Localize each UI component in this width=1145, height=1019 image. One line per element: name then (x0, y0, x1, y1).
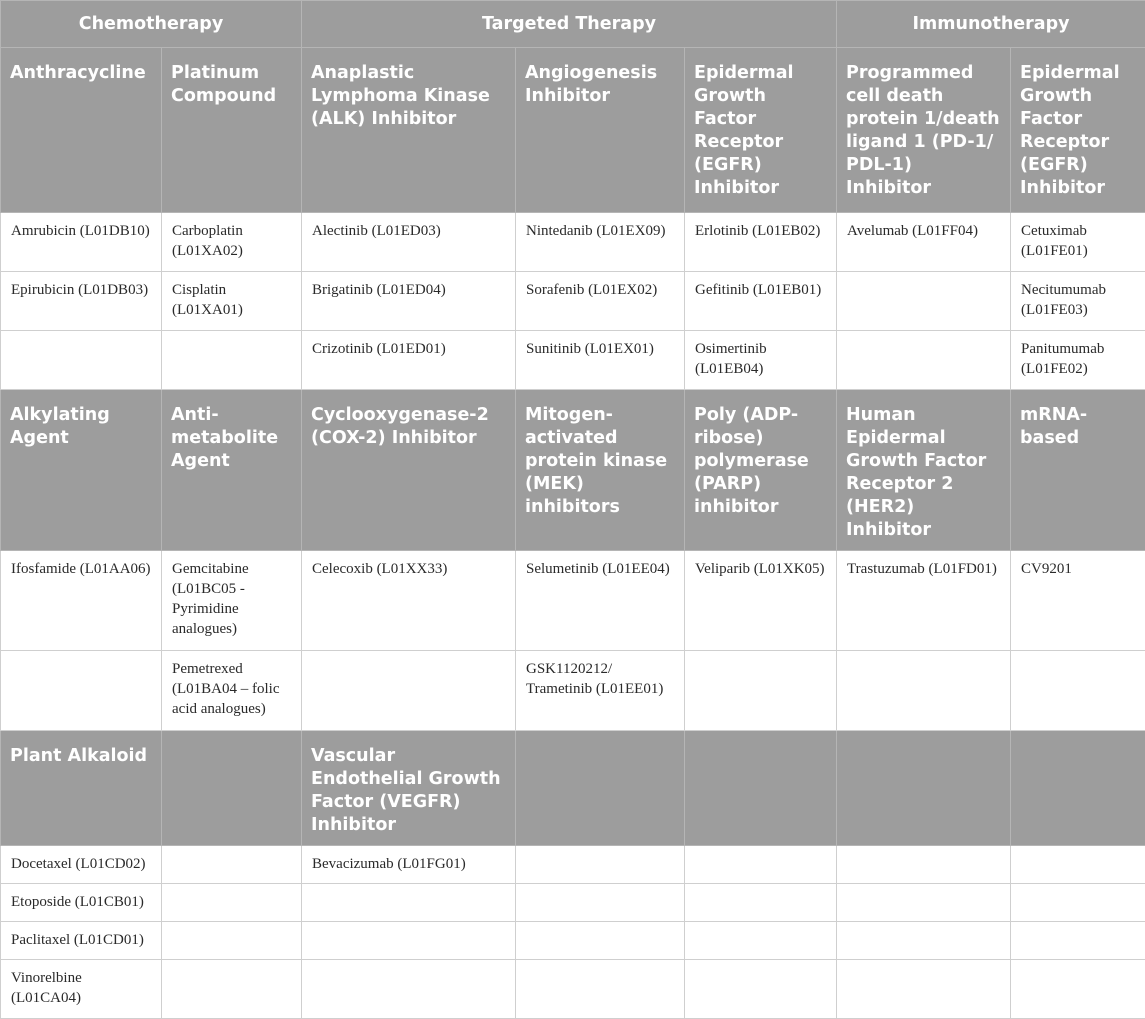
class-header: Anti-metabolite Agent (162, 390, 302, 551)
drug-cell (302, 651, 516, 731)
class-header: Human Epidermal Growth Factor Receptor 2 (HER2) Inhibitor (837, 390, 1011, 551)
drug-cell (516, 846, 685, 884)
drug-cell (162, 331, 302, 390)
drug-cell (1, 651, 162, 731)
drug-cell (685, 922, 837, 960)
drug-cell (685, 651, 837, 731)
drug-cell: Cetuximab (L01FE01) (1011, 213, 1145, 272)
class-header: Platinum Compound (162, 48, 302, 213)
drug-cell (302, 960, 516, 1019)
drug-cell: Bevacizumab (L01FG01) (302, 846, 516, 884)
class-header: Anthracycline (1, 48, 162, 213)
table-row (1, 651, 1145, 731)
table-row (1, 846, 1145, 884)
drug-cell: Necitumumab (L01FE03) (1011, 272, 1145, 331)
drug-cell (516, 960, 685, 1019)
group-header-row (1, 1, 1145, 48)
drug-cell (685, 846, 837, 884)
drug-cell (1011, 960, 1145, 1019)
class-header: Poly (ADP-ribose) polymerase (PARP) inhibitor (685, 390, 837, 551)
table-row (1, 922, 1145, 960)
drug-cell (1, 331, 162, 390)
drug-cell (837, 922, 1011, 960)
table-row (1, 551, 1145, 651)
drug-cell: Ifosfamide (L01AA06) (1, 551, 162, 651)
drug-cell (1011, 846, 1145, 884)
drug-cell: Trastuzumab (L01FD01) (837, 551, 1011, 651)
drug-cell: Panitumumab (L01FE02) (1011, 331, 1145, 390)
drug-cell (837, 651, 1011, 731)
drug-cell (1011, 651, 1145, 731)
drug-cell: Erlotinib (L01EB02) (685, 213, 837, 272)
drug-cell: Sunitinib (L01EX01) (516, 331, 685, 390)
drug-cell (162, 884, 302, 922)
drug-cell (1011, 884, 1145, 922)
drug-cell: Osimertinib (L01EB04) (685, 331, 837, 390)
drug-cell: Amrubicin (L01DB10) (1, 213, 162, 272)
drug-cell (837, 884, 1011, 922)
drug-cell: Paclitaxel (L01CD01) (1, 922, 162, 960)
drug-cell: Pemetrexed (L01BA04 – folic acid analogues) (162, 651, 302, 731)
drug-cell: Cisplatin (L01XA01) (162, 272, 302, 331)
class-header: Epidermal Growth Factor Receptor (EGFR) Inhibitor (1011, 48, 1145, 213)
class-header (162, 731, 302, 846)
drug-cell (685, 960, 837, 1019)
class-header (516, 731, 685, 846)
drug-cell (837, 846, 1011, 884)
class-header: Cyclooxygenase-2 (COX-2) Inhibitor (302, 390, 516, 551)
drug-cell: Gefitinib (L01EB01) (685, 272, 837, 331)
drug-cell: Crizotinib (L01ED01) (302, 331, 516, 390)
class-header: Plant Alkaloid (1, 731, 162, 846)
table-row (1, 960, 1145, 1019)
table-row (1, 272, 1145, 331)
drug-cell (837, 272, 1011, 331)
drug-cell (685, 884, 837, 922)
class-header (837, 731, 1011, 846)
drug-cell: Gemcitabine (L01BC05 - Pyrimidine analogues) (162, 551, 302, 651)
drug-cell: GSK1120212/ Trametinib (L01EE01) (516, 651, 685, 731)
table-row (1, 213, 1145, 272)
drug-cell (162, 846, 302, 884)
drug-cell: Vinorelbine (L01CA04) (1, 960, 162, 1019)
class-header: Alkylating Agent (1, 390, 162, 551)
drug-cell: Alectinib (L01ED03) (302, 213, 516, 272)
drug-cell: Docetaxel (L01CD02) (1, 846, 162, 884)
class-header: Anaplastic Lymphoma Kinase (ALK) Inhibitor (302, 48, 516, 213)
drug-cell: CV9201 (1011, 551, 1145, 651)
class-header-row (1, 731, 1145, 846)
drug-cell: Brigatinib (L01ED04) (302, 272, 516, 331)
class-header: Vascular Endothelial Growth Factor (VEGFR) Inhibitor (302, 731, 516, 846)
class-header (1011, 731, 1145, 846)
drug-cell (162, 922, 302, 960)
drug-cell: Carboplatin (L01XA02) (162, 213, 302, 272)
group-header-targeted-therapy: Targeted Therapy (302, 1, 837, 48)
group-header-immunotherapy: Immunotherapy (837, 1, 1145, 48)
drug-cell: Nintedanib (L01EX09) (516, 213, 685, 272)
drug-cell (302, 922, 516, 960)
class-header: Programmed cell death protein 1/death ligand 1 (PD-1/ PDL-1) Inhibitor (837, 48, 1011, 213)
class-header-row (1, 390, 1145, 551)
drug-cell (516, 922, 685, 960)
class-header: Mitogen-activated protein kinase (MEK) inhibitors (516, 390, 685, 551)
group-header-chemotherapy: Chemotherapy (1, 1, 302, 48)
class-header (685, 731, 837, 846)
table-row (1, 884, 1145, 922)
drug-cell (837, 331, 1011, 390)
drug-cell (837, 960, 1011, 1019)
class-header-row (1, 48, 1145, 213)
drug-cell: Avelumab (L01FF04) (837, 213, 1011, 272)
drug-cell: Epirubicin (L01DB03) (1, 272, 162, 331)
drug-cell (162, 960, 302, 1019)
drug-cell (1011, 922, 1145, 960)
drug-cell: Celecoxib (L01XX33) (302, 551, 516, 651)
class-header: mRNA-based (1011, 390, 1145, 551)
class-header: Epidermal Growth Factor Receptor (EGFR) Inhibitor (685, 48, 837, 213)
table-row (1, 331, 1145, 390)
drug-cell: Veliparib (L01XK05) (685, 551, 837, 651)
drug-cell (516, 884, 685, 922)
class-header: Angiogenesis Inhibitor (516, 48, 685, 213)
drug-cell: Etoposide (L01CB01) (1, 884, 162, 922)
drug-cell: Sorafenib (L01EX02) (516, 272, 685, 331)
drug-cell (302, 884, 516, 922)
drug-cell: Selumetinib (L01EE04) (516, 551, 685, 651)
